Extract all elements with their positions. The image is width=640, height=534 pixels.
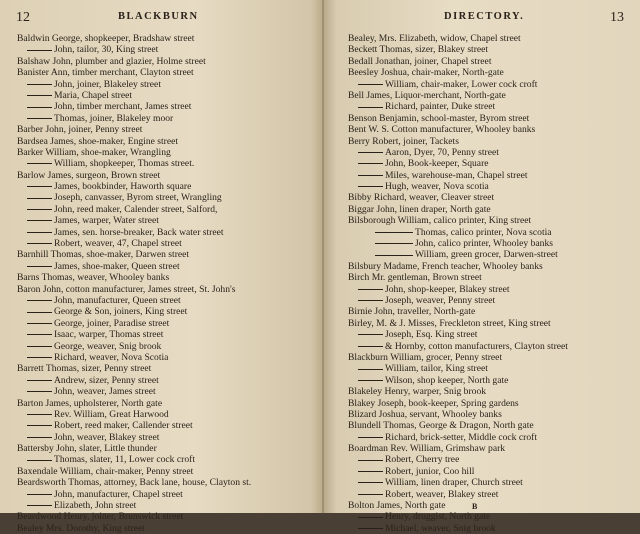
- directory-entry: [17, 341, 317, 352]
- entry-text: Thomas, joiner, Blakeley moor: [54, 112, 174, 124]
- entry-text: Hugh, weaver, Nova scotia: [385, 181, 489, 193]
- ditto-dash: [358, 163, 383, 164]
- entry-text: Maria, Chapel street: [54, 89, 133, 101]
- left-page-number: 12: [16, 10, 30, 25]
- entry-text: Baxendale William, chair-maker, Penny street: [17, 465, 194, 477]
- directory-entry: [348, 158, 634, 169]
- directory-entry: [17, 352, 317, 363]
- entry-text: Beardsworth Thomas, attorney, Back lane, house, Clayton st.: [17, 477, 252, 489]
- entry-text: Beardwood Henry, joiner, Brunswick street: [17, 511, 184, 523]
- entry-text: Beesley Joshua, chair-maker, North-gate: [348, 67, 504, 79]
- ditto-dash: [27, 334, 52, 335]
- entry-text: Birley, M. & J. Misses, Freckleton street, King street: [348, 317, 551, 329]
- directory-entry: [348, 215, 634, 226]
- entry-text: Isaac, warper, Thomas street: [54, 329, 164, 341]
- directory-entry: [348, 295, 634, 306]
- entry-text: William, linen draper, Church street: [385, 477, 523, 489]
- entry-text: Robert, reed maker, Callender street: [54, 420, 193, 432]
- directory-entry: [348, 386, 634, 397]
- directory-entry: [17, 454, 317, 465]
- entry-text: William, tailor, King street: [385, 363, 488, 375]
- ditto-dash: [358, 471, 383, 472]
- directory-entry: [348, 261, 634, 272]
- directory-entry: [348, 90, 634, 101]
- entry-text: George, joiner, Paradise street: [54, 317, 170, 329]
- entry-text: John, reed maker, Calender street, Salford,: [54, 203, 218, 215]
- ditto-dash: [358, 517, 383, 518]
- directory-entry: [348, 341, 634, 352]
- ditto-dash: [375, 255, 413, 256]
- ditto-dash: [375, 243, 413, 244]
- entry-text: John, manufacturer, Queen street: [54, 294, 181, 306]
- entry-text: Birnie John, traveller, North-gate: [348, 306, 476, 318]
- ditto-dash: [27, 300, 52, 301]
- entry-text: William, green grocer, Darwen-street: [415, 249, 558, 261]
- entry-text: John, timber merchant, James street: [54, 101, 192, 113]
- right-entry-list: [348, 33, 634, 534]
- ditto-dash: [358, 186, 383, 187]
- directory-entry: [17, 249, 317, 260]
- entry-text: Barns Thomas, weaver, Whooley banks: [17, 272, 170, 284]
- directory-entry: [17, 147, 317, 158]
- directory-entry: [17, 215, 317, 226]
- directory-entry: [348, 204, 634, 215]
- ditto-dash: [27, 266, 52, 267]
- directory-entry: [17, 375, 317, 386]
- ditto-dash: [358, 369, 383, 370]
- right-page-title: DIRECTORY.: [444, 11, 525, 22]
- entry-text: Robert, junior, Coo hill: [385, 465, 475, 477]
- entry-text: Boardman Rev. William, Grimshaw park: [348, 443, 506, 455]
- entry-text: John, tailor, 30, King street: [54, 44, 159, 56]
- entry-text: Thomas, calico printer, Nova scotia: [415, 226, 552, 238]
- directory-entry: [17, 101, 317, 112]
- entry-text: Birch Mr. gentleman, Brown street: [348, 272, 482, 284]
- ditto-dash: [27, 220, 52, 221]
- entry-text: William, shopkeeper, Thomas street.: [54, 158, 195, 170]
- directory-entry: [348, 432, 634, 443]
- right-running-head: [324, 10, 640, 26]
- ditto-dash: [27, 232, 52, 233]
- entry-text: Blundell Thomas, George & Dragon, North gate: [348, 420, 534, 432]
- entry-text: Bibby Richard, weaver, Cleaver street: [348, 192, 495, 204]
- entry-text: Bell James, Liquor-merchant, North-gate: [348, 89, 506, 101]
- ditto-dash: [358, 152, 383, 153]
- directory-entry: [17, 500, 317, 511]
- ditto-dash: [358, 107, 383, 108]
- directory-entry: [348, 306, 634, 317]
- ditto-dash: [27, 323, 52, 324]
- entry-text: Wilson, shop keeper, North gate: [385, 374, 509, 386]
- entry-text: Balshaw John, plumber and glazier, Holme street: [17, 55, 206, 67]
- directory-entry: [17, 136, 317, 147]
- directory-entry: [348, 318, 634, 329]
- entry-text: Henry, druggist, North gate: [385, 511, 491, 523]
- ditto-dash: [27, 312, 52, 313]
- entry-text: Bealey, Mrs. Elizabeth, widow, Chapel street: [348, 33, 521, 44]
- directory-entry: [17, 466, 317, 477]
- entry-text: Beckett Thomas, sizer, Blakey street: [348, 44, 489, 56]
- ditto-dash: [358, 380, 383, 381]
- directory-entry: [17, 181, 317, 192]
- entry-text: Richard, painter, Duke street: [385, 101, 496, 113]
- directory-entry: [17, 261, 317, 272]
- entry-text: James, sen. horse-breaker, Back water street: [54, 226, 224, 238]
- entry-text: Bealey Mrs. Dorothy, King street: [17, 522, 145, 534]
- entry-text: John, calico printer, Whooley banks: [415, 238, 553, 250]
- entry-text: John, manufacturer, Chapel street: [54, 488, 183, 500]
- right-page: [324, 0, 640, 534]
- directory-entry: [348, 284, 634, 295]
- directory-entry: [17, 79, 317, 90]
- entry-text: William, chair-maker, Lower cock croft: [385, 78, 538, 90]
- directory-entry: [348, 398, 634, 409]
- ditto-dash: [27, 209, 52, 210]
- entry-text: Bent W. S. Cotton manufacturer, Whooley banks: [348, 124, 536, 136]
- directory-entry: [17, 67, 317, 78]
- directory-entry: [348, 101, 634, 112]
- entry-text: Blizard Joshua, servant, Whooley banks: [348, 408, 502, 420]
- entry-text: Robert, Cherry tree: [385, 454, 460, 466]
- directory-entry: [348, 489, 634, 500]
- directory-entry: [348, 44, 634, 55]
- directory-entry: [17, 443, 317, 454]
- directory-entry: [17, 409, 317, 420]
- ditto-dash: [27, 95, 52, 96]
- left-running-head: [0, 10, 324, 26]
- directory-entry: [17, 170, 317, 181]
- directory-entry: [17, 284, 317, 295]
- directory-entry: [17, 227, 317, 238]
- entry-text: Battersby John, slater, Little thunder: [17, 443, 157, 455]
- ditto-dash: [358, 175, 383, 176]
- directory-entry: [348, 329, 634, 340]
- directory-entry: [348, 477, 634, 488]
- entry-text: Aaron, Dyer, 70, Penny street: [385, 146, 499, 158]
- ditto-dash: [27, 425, 52, 426]
- entry-text: Miles, warehouse-man, Chapel street: [385, 169, 528, 181]
- directory-entry: [17, 90, 317, 101]
- directory-entry: [17, 113, 317, 124]
- directory-entry: [348, 113, 634, 124]
- entry-text: Baron John, cotton manufacturer, James street, St. John's: [17, 283, 236, 295]
- entry-text: John, Book-keeper, Square: [385, 158, 489, 170]
- right-page-number: 13: [610, 10, 624, 25]
- directory-entry: [348, 192, 634, 203]
- directory-entry: [348, 56, 634, 67]
- entry-text: Elizabeth, John street: [54, 500, 137, 512]
- entry-text: Barker William, shoe-maker, Wrangling: [17, 146, 171, 158]
- ditto-dash: [27, 494, 52, 495]
- entry-text: George & Son, joiners, King street: [54, 306, 188, 318]
- entry-text: James, warper, Water street: [54, 215, 159, 227]
- directory-entry: [348, 409, 634, 420]
- entry-text: John, weaver, James street: [54, 386, 156, 398]
- directory-entry: [17, 238, 317, 249]
- entry-text: Barrett Thomas, sizer, Penny street: [17, 363, 152, 375]
- directory-entry: [17, 432, 317, 443]
- directory-entry: [348, 33, 634, 44]
- ditto-dash: [375, 232, 413, 233]
- signature-mark: B: [472, 502, 478, 511]
- ditto-dash: [358, 289, 383, 290]
- left-page-title: BLACKBURN: [118, 11, 199, 22]
- entry-text: Blakey Joseph, book-keeper, Spring gardens: [348, 397, 519, 409]
- directory-entry: [17, 489, 317, 500]
- entry-text: Biggar John, linen draper, North gate: [348, 203, 491, 215]
- directory-entry: [17, 318, 317, 329]
- directory-entry: [17, 44, 317, 55]
- entry-text: John, shop-keeper, Blakey street: [385, 283, 510, 295]
- directory-entry: [17, 306, 317, 317]
- entry-text: Bardsea James, shoe-maker, Engine street: [17, 135, 179, 147]
- ditto-dash: [27, 505, 52, 506]
- ditto-dash: [27, 391, 52, 392]
- directory-entry: [348, 147, 634, 158]
- directory-entry: [348, 249, 634, 260]
- directory-entry: [348, 181, 634, 192]
- directory-entry: [17, 192, 317, 203]
- entry-text: Richard, weaver, Nova Scotia: [54, 351, 169, 363]
- directory-entry: [17, 124, 317, 135]
- directory-entry: [17, 204, 317, 215]
- left-entry-list: [17, 33, 317, 534]
- entry-text: Barnhill Thomas, shoe-maker, Darwen street: [17, 249, 190, 261]
- directory-entry: [348, 420, 634, 431]
- ditto-dash: [358, 437, 383, 438]
- entry-text: Bolton James, North gate: [348, 500, 446, 512]
- entry-text: Joseph, weaver, Penny street: [385, 294, 496, 306]
- ditto-dash: [27, 50, 52, 51]
- directory-entry: [348, 352, 634, 363]
- ditto-dash: [27, 437, 52, 438]
- directory-entry: [17, 523, 317, 534]
- ditto-dash: [27, 357, 52, 358]
- entry-text: Blakeley Henry, warper, Snig brook: [348, 386, 487, 398]
- entry-text: Robert, weaver, Blakey street: [385, 488, 499, 500]
- ditto-dash: [358, 460, 383, 461]
- entry-text: Robert, weaver, 47, Chapel street: [54, 238, 182, 250]
- ditto-dash: [27, 380, 52, 381]
- directory-entry: [17, 329, 317, 340]
- ditto-dash: [27, 198, 52, 199]
- directory-entry: [17, 398, 317, 409]
- directory-entry: [348, 500, 634, 511]
- directory-entry: [17, 477, 317, 488]
- entry-text: John, weaver, Blakey street: [54, 431, 160, 443]
- entry-text: James, bookbinder, Haworth square: [54, 181, 192, 193]
- entry-text: Banister Ann, timber merchant, Clayton street: [17, 67, 194, 79]
- entry-text: & Hornby, cotton manufacturers, Clayton street: [385, 340, 568, 352]
- directory-entry: [17, 511, 317, 522]
- ditto-dash: [358, 482, 383, 483]
- directory-entry: [17, 363, 317, 374]
- entry-text: Thomas, slater, 11, Lower cock croft: [54, 454, 195, 466]
- entry-text: John, joiner, Blakeley street: [54, 78, 161, 90]
- entry-text: Barton James, upholsterer, North gate: [17, 397, 163, 409]
- ditto-dash: [27, 118, 52, 119]
- directory-entry: [17, 295, 317, 306]
- directory-entry: [17, 386, 317, 397]
- entry-text: Joseph, canvasser, Byrom street, Wrangling: [54, 192, 222, 204]
- entry-text: Michael, weaver, Snig brook: [385, 522, 496, 534]
- ditto-dash: [27, 107, 52, 108]
- directory-entry: [17, 33, 317, 44]
- entry-text: Joseph, Esq. King street: [385, 329, 478, 341]
- directory-entry: [348, 272, 634, 283]
- directory-entry: [348, 124, 634, 135]
- ditto-dash: [358, 494, 383, 495]
- ditto-dash: [358, 346, 383, 347]
- directory-entry: [348, 466, 634, 477]
- directory-entry: [17, 56, 317, 67]
- directory-entry: [348, 67, 634, 78]
- ditto-dash: [27, 243, 52, 244]
- directory-entry: [17, 158, 317, 169]
- directory-entry: [348, 454, 634, 465]
- ditto-dash: [27, 346, 52, 347]
- ditto-dash: [358, 334, 383, 335]
- directory-entry: [348, 136, 634, 147]
- entry-text: Berry Robert, joiner, Tackets: [348, 135, 459, 147]
- directory-entry: [348, 363, 634, 374]
- entry-text: George, weaver, Snig brook: [54, 340, 162, 352]
- ditto-dash: [358, 84, 383, 85]
- directory-entry: [348, 375, 634, 386]
- entry-text: Andrew, sizer, Penny street: [54, 374, 159, 386]
- ditto-dash: [27, 414, 52, 415]
- entry-text: Rev. William, Great Harwood: [54, 408, 169, 420]
- entry-text: Baldwin George, shopkeeper, Bradshaw street: [17, 33, 195, 44]
- entry-text: Bilsbury Madame, French teacher, Whooley banks: [348, 260, 543, 272]
- ditto-dash: [27, 84, 52, 85]
- entry-text: Barber John, joiner, Penny street: [17, 124, 143, 136]
- entry-text: Blackburn William, grocer, Penny street: [348, 351, 503, 363]
- directory-entry: [17, 272, 317, 283]
- directory-entry: [348, 443, 634, 454]
- ditto-dash: [27, 186, 52, 187]
- directory-entry: [348, 238, 634, 249]
- directory-entry: [17, 420, 317, 431]
- ditto-dash: [27, 460, 52, 461]
- directory-entry: [348, 170, 634, 181]
- entry-text: Richard, brick-setter, Middle cock croft: [385, 431, 537, 443]
- directory-entry: [348, 227, 634, 238]
- entry-text: James, shoe-maker, Queen street: [54, 260, 180, 272]
- entry-text: Benson Benjamin, school-master, Byrom street: [348, 112, 530, 124]
- ditto-dash: [358, 300, 383, 301]
- ditto-dash: [27, 163, 52, 164]
- directory-entry: [348, 79, 634, 90]
- directory-entry: [348, 511, 634, 522]
- directory-entry: [348, 523, 634, 534]
- entry-text: Bilsborough William, calico printer, King street: [348, 215, 532, 227]
- entry-text: Bedall Jonathan, joiner, Chapel street: [348, 55, 492, 67]
- entry-text: Barlow James, surgeon, Brown street: [17, 169, 161, 181]
- ditto-dash: [358, 528, 383, 529]
